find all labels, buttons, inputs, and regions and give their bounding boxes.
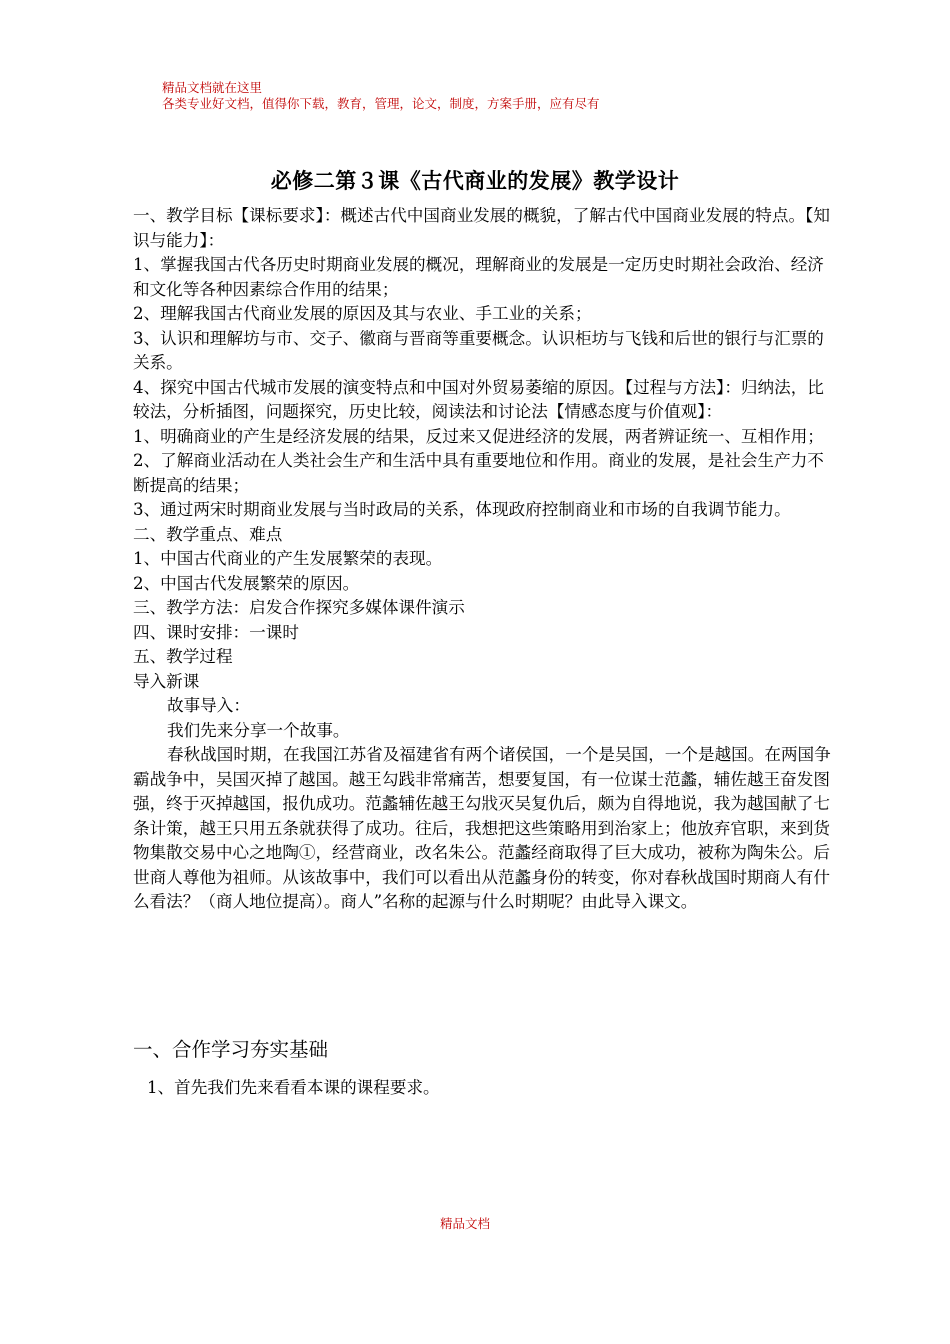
body-paragraph: 四、课时安排：一课时 <box>133 622 299 642</box>
body-paragraph: 1、明确商业的产生是经济发展的结果，反过来又促进经济的发展，两者辨证统一、互相作用； <box>133 426 824 446</box>
document-body <box>133 204 833 915</box>
body-paragraph: 二、教学重点、难点 <box>133 524 283 544</box>
page-footer: 精品文档 <box>439 1216 490 1231</box>
document-title: 必修二第３课《古代商业的发展》教学设计 <box>270 169 680 193</box>
body-paragraph: 4、探究中国古代城市发展的演变特点和中国对外贸易萎缩的原因。【过程与方法】：归纳法，比较法，分析插图，问题探究，历史比较，阅读法和讨论法【情感态度与价值观】： <box>133 377 824 421</box>
body-paragraph: 故事导入： <box>167 696 250 715</box>
body-paragraph: 一、教学目标【课标要求】：概述古代中国商业发展的概貌，了解古代中国商业发展的特点。【知识与能力】： <box>133 206 830 250</box>
page-header <box>162 80 600 112</box>
body-paragraph: 1、中国古代商业的产生发展繁荣的表现。 <box>133 549 443 568</box>
body-paragraph: 三、教学方法：启发合作探究多媒体课件演示 <box>133 598 465 617</box>
body-paragraph: 五、教学过程 <box>133 647 233 666</box>
body-paragraph: 导入新课 <box>133 671 200 691</box>
section-heading: 一、合作学习夯实基础 <box>133 1038 329 1061</box>
body-paragraph: 春秋战国时期，在我国江苏省及福建省有两个诸侯国，一个是吴国，一个是越国。在两国争霸战争中，吴国灭掉了越国。越王勾践非常痛苦，想要复国，有一位谋士范蠡，辅佐越王奋发图强，终于灭掉越国，报仇成功。范蠡辅佐越王勾戕灭吴复仇后，颇为自得地说，我为越国献了七条计策，越王只用五条就获得了成功。往后，我想把这些策略用到治家上；他放弃官职，来到货物集散交易中心之地陶①，经营商业，改名朱公。范蠡经商取得了巨大成功，被称为陶朱公。后世商人尊他为祖师。从该故事中，我们可以看出从范蠡身份的转变，你对春秋战国时期商人有什么看法？（商人地位提高）。商人”名称的起源与什么时期呢？由此导入课文。 <box>133 745 831 911</box>
header-line-2: 各类专业好文档，值得你下载，教育，管理，论文，制度，方案手册，应有尽有 <box>162 96 600 111</box>
body-paragraph: 1、掌握我国古代各历史时期商业发展的概况，理解商业的发展是一定历史时期社会政治、经济和文化等各种因素综合作用的结果； <box>133 255 824 299</box>
body-paragraph: 我们先来分享一个故事。 <box>167 720 350 740</box>
body-paragraph: 2、中国古代发展繁荣的原因。 <box>133 573 360 593</box>
body-paragraph: 3、认识和理解坊与市、交子、徽商与晋商等重要概念。认识柜坊与飞钱和后世的银行与汇票的关系。 <box>133 328 824 372</box>
header-line-1: 精品文档就在这里 <box>162 80 263 95</box>
body-paragraph: 2、理解我国古代商业发展的原因及其与农业、手工业的关系； <box>133 304 592 323</box>
step-item: 1、首先我们先来看看本课的课程要求。 <box>147 1078 440 1097</box>
body-paragraph: 3、通过两宋时期商业发展与当时政局的关系，体现政府控制商业和市场的自我调节能力。 <box>133 500 791 519</box>
body-paragraph: 2、了解商业活动在人类社会生产和生活中具有重要地位和作用。商业的发展，是社会生产力不断提高的结果； <box>133 451 824 495</box>
